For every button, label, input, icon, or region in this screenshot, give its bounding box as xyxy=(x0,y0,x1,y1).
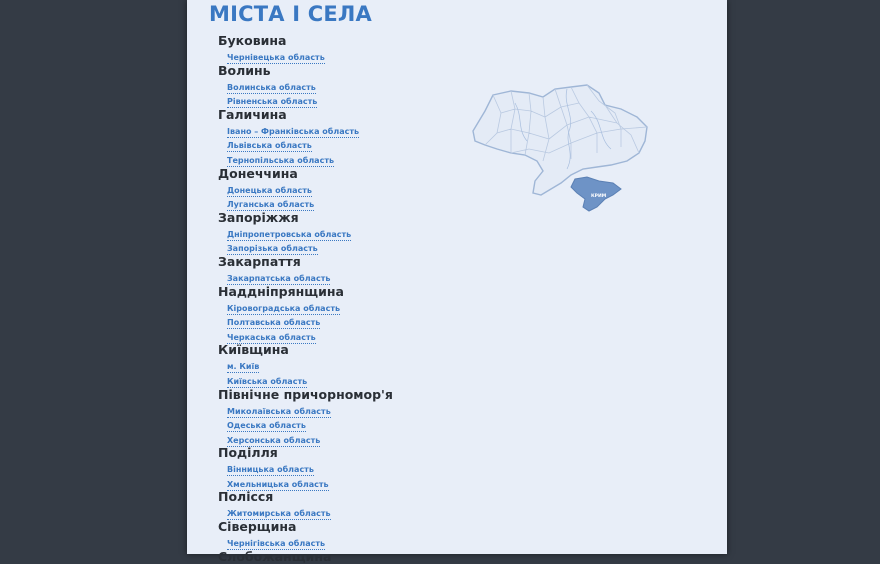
oblast-row xyxy=(218,92,478,107)
oblast-row xyxy=(218,136,478,151)
oblast-row xyxy=(218,151,478,166)
region-heading: Київщина xyxy=(218,342,289,358)
oblast-link[interactable]: Житомирська область xyxy=(227,509,331,519)
oblast-link[interactable]: Полтавська область xyxy=(227,318,321,328)
region-group xyxy=(218,166,478,210)
oblast-row xyxy=(218,122,478,137)
oblast-link[interactable]: Черкаська область xyxy=(227,332,316,342)
oblast-link[interactable]: Миколаївська область xyxy=(227,406,331,416)
region-group xyxy=(218,489,478,519)
oblast-row xyxy=(218,181,478,196)
oblast-link[interactable]: Чернівецька область xyxy=(227,53,325,62)
region-list xyxy=(218,33,478,564)
content-page xyxy=(187,0,727,564)
oblast-row xyxy=(218,299,478,314)
oblast-row xyxy=(218,534,478,549)
region-group xyxy=(218,445,478,489)
region-heading: Донеччина xyxy=(218,165,298,181)
oblast-row xyxy=(218,431,478,446)
oblast-row xyxy=(218,328,478,343)
oblast-link[interactable]: Київська область xyxy=(227,376,308,386)
oblast-row xyxy=(218,504,478,519)
oblast-link[interactable]: Івано – Франківська область xyxy=(227,126,360,136)
oblast-row xyxy=(218,239,478,254)
oblast-link[interactable]: Закарпатська область xyxy=(227,273,331,283)
oblast-row xyxy=(218,402,478,417)
region-group xyxy=(218,210,478,254)
oblast-row xyxy=(218,48,478,63)
region-heading: Поділля xyxy=(218,445,278,461)
region-group xyxy=(218,519,478,549)
ukraine-map-shape[interactable] xyxy=(473,85,647,211)
oblast-row xyxy=(218,475,478,490)
region-heading: Сіверщина xyxy=(218,519,297,535)
oblast-link[interactable]: Запорізька область xyxy=(227,244,318,254)
oblast-row xyxy=(218,269,478,284)
oblast-row xyxy=(218,372,478,387)
oblast-row xyxy=(218,416,478,431)
page-title: МІСТА І СЕЛА xyxy=(209,2,372,26)
oblast-link[interactable]: Донецька область xyxy=(227,185,312,195)
oblast-link[interactable]: Волинська область xyxy=(227,82,316,92)
oblast-link[interactable]: Кіровоградська область xyxy=(227,303,341,313)
oblast-row xyxy=(218,357,478,372)
region-group xyxy=(218,63,478,107)
oblast-link[interactable]: Хмельницька область xyxy=(227,479,329,489)
oblast-link[interactable]: Луганська область xyxy=(227,200,315,210)
region-heading: Північне причорномор'я xyxy=(218,386,393,402)
region-heading: Волинь xyxy=(218,62,271,78)
oblast-row xyxy=(218,78,478,93)
oblast-link[interactable]: м. Київ xyxy=(227,362,260,372)
region-heading: Слобожанщина xyxy=(218,548,332,564)
oblast-link[interactable]: Херсонська область xyxy=(227,435,321,445)
oblast-link[interactable]: Чернігівська область xyxy=(227,539,326,549)
oblast-link[interactable]: Вінницька область xyxy=(227,465,314,475)
region-heading: Полісся xyxy=(218,489,274,505)
region-group xyxy=(218,387,478,446)
region-group xyxy=(218,254,478,284)
oblast-link[interactable]: Рівненська область xyxy=(227,97,318,107)
oblast-row xyxy=(218,195,478,210)
region-heading: Наддніпрянщина xyxy=(218,283,344,299)
region-heading: Закарпаття xyxy=(218,253,301,269)
region-heading: Буковина xyxy=(218,33,287,48)
region-group xyxy=(218,284,478,343)
oblast-row xyxy=(218,225,478,240)
ukraine-map[interactable] xyxy=(471,83,661,213)
region-heading: Запоріжжя xyxy=(218,209,299,225)
oblast-link[interactable]: Одеська область xyxy=(227,421,306,431)
oblast-link[interactable]: Львівська область xyxy=(227,141,312,151)
oblast-link[interactable]: Тернопільська область xyxy=(227,155,335,165)
region-group xyxy=(218,549,478,564)
oblast-row xyxy=(218,460,478,475)
region-group xyxy=(218,107,478,166)
region-group xyxy=(218,33,478,63)
region-heading: Галичина xyxy=(218,106,287,122)
oblast-link[interactable]: Дніпропетровська область xyxy=(227,229,352,239)
crimea-label: КРИМ xyxy=(591,194,607,199)
region-group xyxy=(218,342,478,386)
oblast-row xyxy=(218,313,478,328)
